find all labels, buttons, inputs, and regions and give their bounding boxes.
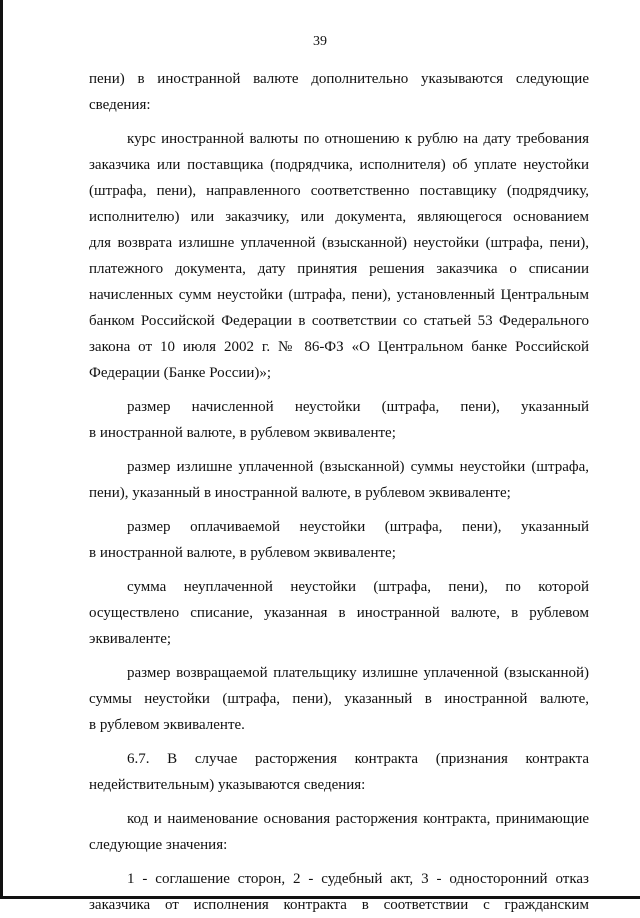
text-line: 1 - соглашение сторон, 2 - судебный акт, 3 - односторонний отказ (127, 871, 589, 887)
text-line: заказчика от исполнения контракта в соответствии с гражданским (89, 897, 589, 913)
paragraph (89, 66, 589, 118)
text-line: начисленных сумм неустойки (штрафа, пени), установленный Центральным (89, 287, 589, 303)
text-line: для возврата излишне уплаченной (взысканной) неустойки (штрафа, пени), (89, 235, 589, 251)
paragraph (89, 746, 589, 798)
text-line: размер возвращаемой плательщику излишне уплаченной (взысканной) (127, 665, 589, 681)
scan-left-edge (0, 0, 3, 899)
text-line: сведения: (89, 97, 151, 113)
text-line: пени), указанный в иностранной валюте, в рублевом эквиваленте; (89, 485, 511, 501)
paragraph (89, 126, 589, 386)
text-line: платежного документа, дату принятия решения заказчика о списании (89, 261, 589, 277)
text-line: размер начисленной неустойки (штрафа, пени), указанный (127, 399, 589, 415)
text-line: размер оплачиваемой неустойки (штрафа, пени), указанный (127, 519, 589, 535)
text-line: исполнителю) или заказчику, или документа, являющегося основанием (89, 209, 589, 225)
text-line: следующие значения: (89, 837, 228, 853)
paragraph (89, 394, 589, 446)
text-line: (штрафа, пени), направленного соответственно поставщику (подрядчику, (89, 183, 589, 199)
text-line: осуществлено списание, указанная в иностранной валюте, в рублевом (89, 605, 589, 621)
section-heading-line: 6.7. В случае расторжения контракта (признания контракта (127, 751, 589, 767)
text-line: сумма неуплаченной неустойки (штрафа, пени), по которой (127, 579, 589, 595)
text-line: недействительным) указываются сведения: (89, 777, 366, 793)
text-line: в рублевом эквиваленте. (89, 717, 245, 733)
paragraph (89, 806, 589, 858)
document-body (89, 66, 589, 918)
text-line: код и наименование основания расторжения контракта, принимающие (127, 811, 589, 827)
paragraph (89, 514, 589, 566)
text-line: размер излишне уплаченной (взысканной) суммы неустойки (штрафа, (127, 459, 589, 475)
text-line: Федерации (Банке России)»; (89, 365, 272, 381)
text-line: в иностранной валюте, в рублевом эквиваленте; (89, 545, 396, 561)
text-line: заказчика или поставщика (подрядчика, исполнителя) об уплате неустойки (89, 157, 589, 173)
text-line: закона от 10 июля 2002 г. № 86-ФЗ «О Центральном банке Российской (89, 339, 589, 355)
text-line: в иностранной валюте, в рублевом эквиваленте; (89, 425, 396, 441)
paragraph (89, 574, 589, 652)
text-line: суммы неустойки (штрафа, пени), указанный в иностранной валюте, (89, 691, 589, 707)
paragraph (89, 660, 589, 738)
text-line: курс иностранной валюты по отношению к рублю на дату требования (127, 131, 589, 147)
text-line: пени) в иностранной валюте дополнительно указываются следующие (89, 71, 589, 87)
paragraph (89, 454, 589, 506)
text-line: эквиваленте; (89, 631, 172, 647)
text-line: банком Российской Федерации в соответствии со статьей 53 Федерального (89, 313, 589, 329)
paragraph (89, 866, 589, 918)
page-number: 39 (313, 34, 327, 49)
